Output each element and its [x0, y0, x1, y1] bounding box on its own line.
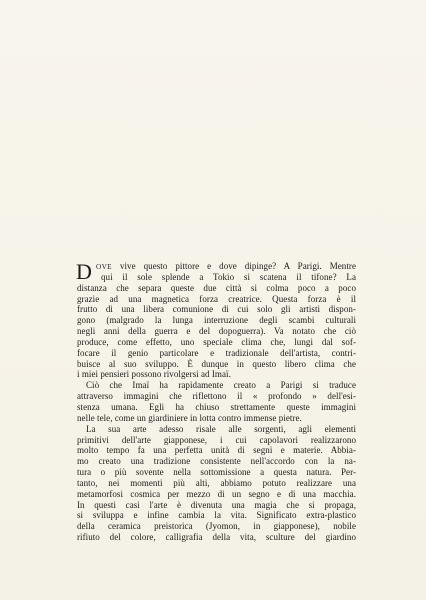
text-line: gono (malgrado la lunga interruzione degli scambi culturali [77, 315, 356, 326]
paragraph-2 [77, 380, 356, 423]
text-line: stenza umana. Egli ha chiuso strettamente queste immagini [77, 401, 356, 412]
drop-cap: D [76, 259, 92, 284]
text-line: produce, come effetto, uno speciale clima che, lungi dal sof- [77, 336, 356, 347]
text-line: si sviluppa e infine cambia la vita. Significato extra-plastico [77, 510, 356, 521]
text-line: nelle tele, come un giardiniere in lotta contro immense pietre. [77, 412, 302, 423]
text-line: grazie ad una magnetica forza creatrice. Questa forza è il [77, 293, 356, 304]
text-line: focare il genio particolare e tradizionale dell'artista, contri- [77, 347, 356, 358]
text-line: negli anni della guerra e del dopoguerra). Va notato che ciò [77, 326, 356, 337]
text-line: In questi casi l'arte è divenuta una magia che si propaga, [77, 499, 356, 510]
text-line: molto tempo fa una perfetta unità di segni e materie. Abbia- [77, 445, 356, 456]
paragraph-3 [77, 424, 356, 543]
text-line: rifiuto del colore, calligrafia della vita, sculture del giardino [77, 532, 356, 543]
text-line: frutto di una libera comunione di cui solo gli artisti dispon- [77, 304, 356, 315]
text-line: primitivi dell'arte giapponese, i cui capolavori realizzarono [77, 434, 356, 445]
text-line: i miei pensieri possono rivolgersi ad Imaï. [77, 369, 231, 380]
text-line: La sua arte adesso risale alle sorgenti, agli elementi [86, 423, 356, 434]
text-line: metamorfosi cosmica per mezzo di un segno e di una macchia. [77, 488, 356, 499]
text-line: buisce al suo sviluppo. È dunque in questo libero clima che [77, 358, 356, 369]
text-line: mo creato una tradizione consistente nell'accordo con la na- [77, 456, 356, 467]
text-line: qui il sole splende a Tokio si scatena il tifone? La [101, 271, 356, 282]
text-line: distanza che separa queste due città si colma poco a poco [77, 282, 356, 293]
text-line: Ciò che Imaï ha rapidamente creato a Parigi si traduce [86, 380, 356, 391]
text-line: OVE vive questo pittore e dove dipinge? A Parigi. Mentre [96, 261, 356, 271]
paragraph-1 [77, 261, 356, 380]
text-line: attraverso immagini che riflettono il « profondo » dell'esi- [77, 391, 356, 402]
article-body [77, 261, 356, 543]
first-word-smallcaps: OVE [96, 263, 112, 271]
text-line: tanto, nei momenti più alti, abbiamo potuto realizzare una [77, 477, 356, 488]
text-line: della ceramica preistorica (Jyomon, in giapponese), nobile [77, 521, 356, 532]
text-line: tura o più sovente nella sottomissione a questa natura. Per- [77, 467, 356, 478]
